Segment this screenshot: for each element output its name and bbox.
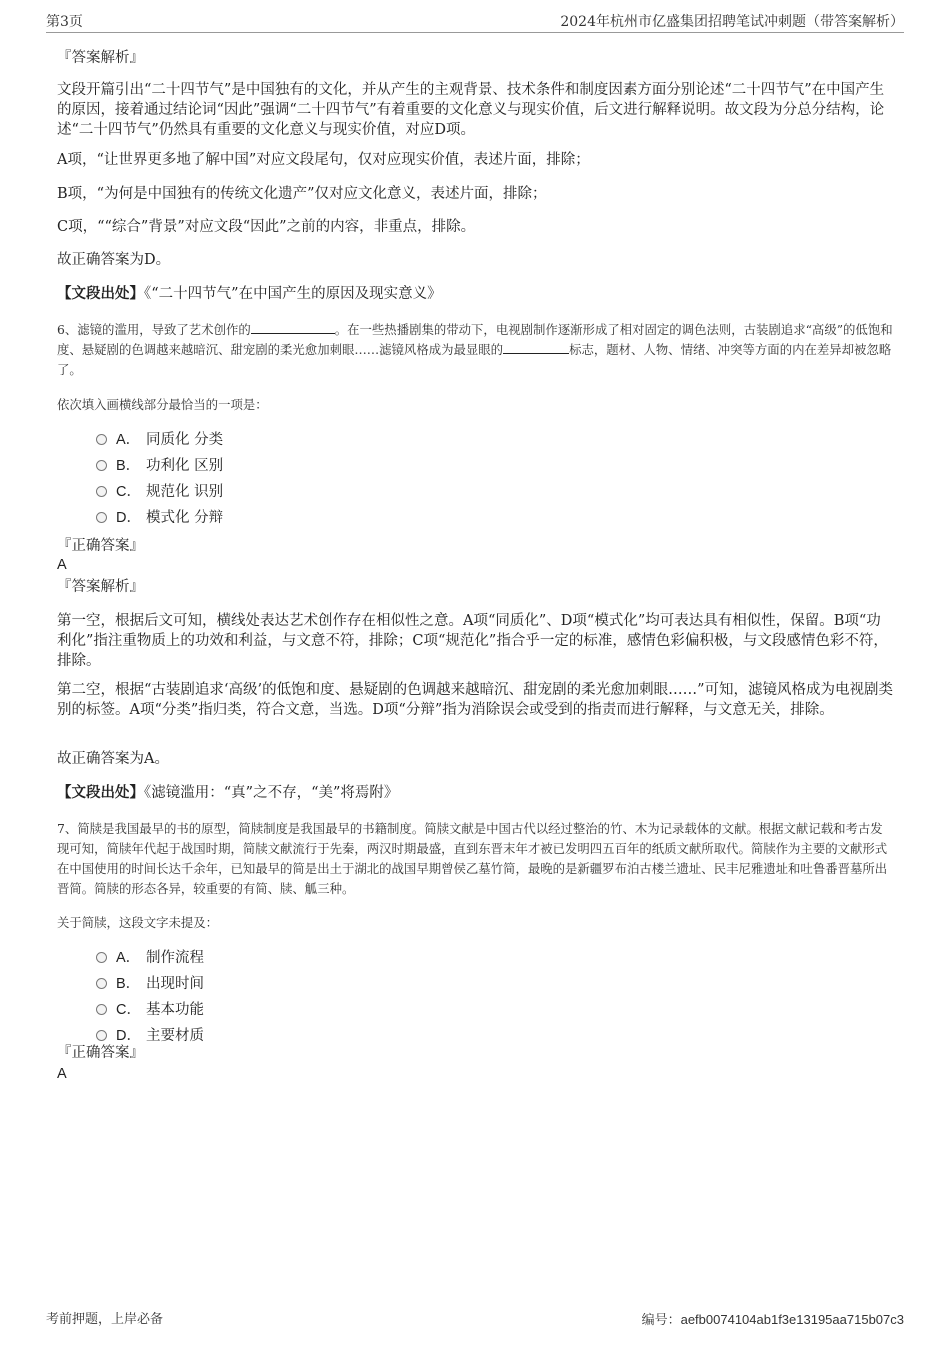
page-footer: [46, 1310, 904, 1330]
analysis-paragraph: 第一空，根据后文可知，横线处表达艺术创作存在相似性之意。A项“同质化”、D项“模式化”均可表达具有相似性，保留。B项“功利化”指注重物质上的功效和利益，与文意不符，排除；C项“规范化”指合乎一定的标准，感情色彩偏积极，与文段感情色彩不符，排除。: [57, 613, 888, 669]
answer-label: 『正确答案』: [57, 1045, 144, 1061]
page-header: [46, 12, 904, 33]
question-stem: [57, 320, 895, 380]
option-text: 规范化 识别: [146, 484, 224, 500]
analysis-option-a: A项，“让世界更多地了解中国”对应文段尾句，仅对应现实价值，表述片面，排除；: [57, 152, 590, 168]
analysis-option-c: C项，““综合”背景”对应文段“因此”之前的内容，非重点，排除。: [57, 219, 476, 235]
correct-answer: A: [57, 557, 67, 573]
q5-source-block: [57, 284, 895, 304]
analysis-option-b: B项，“为何是中国独有的传统文化遗产”仅对应文化意义，表述片面，排除；: [57, 186, 547, 202]
radio-icon[interactable]: [96, 952, 107, 963]
option-c[interactable]: [96, 999, 204, 1021]
option-letter: D．: [116, 1028, 141, 1044]
option-letter: A．: [116, 950, 141, 966]
conclusion: 故正确答案为D。: [57, 252, 171, 268]
option-text: 主要材质: [146, 1028, 204, 1044]
question-prompt: 关于简牍，这段文字未提及：: [57, 915, 219, 930]
page-number: 第3页: [46, 14, 83, 30]
q6-prompt-block: [57, 395, 895, 415]
q7-answer-label-block: [57, 1043, 895, 1063]
option-letter: A．: [116, 432, 141, 448]
q5-conclusion-block: [57, 250, 895, 270]
source-text: 《“二十四节气”在中国产生的原因及现实意义》: [144, 286, 442, 302]
fill-blank: [251, 321, 335, 334]
radio-icon[interactable]: [96, 1030, 107, 1041]
analysis-paragraph: 文段开篇引出“二十四节气”是中国独有的文化，并从产生的主观背景、技术条件和制度因素方面分别论述“二十四节气”在中国产生的原因，接着通过结论词“因此”强调“二十四节气”有着重要的文化意义与现实价值，后文进行解释说明。故文段为分总分结构，论述“二十四节气”仍然具有重要的文化意义与现实价值，对应D项。: [57, 82, 885, 138]
radio-icon[interactable]: [96, 978, 107, 989]
q5-analysis-c-block: [57, 217, 895, 237]
q6-conclusion-block: [57, 749, 895, 769]
option-text: 同质化 分类: [146, 432, 224, 448]
q6-analysis-p1-block: [57, 611, 895, 671]
option-text: 功利化 区别: [146, 458, 224, 474]
option-c[interactable]: [96, 481, 223, 503]
q7-stem-block: [57, 819, 895, 899]
q6-analysis-p2-block: [57, 680, 895, 720]
option-a[interactable]: [96, 429, 223, 451]
footer-slogan: 考前押题，上岸必备: [46, 1312, 164, 1327]
analysis-label: 『答案解析』: [57, 579, 144, 595]
source-text: 《滤镜滥用：“真”之不存，“美”将焉附》: [144, 785, 399, 801]
option-a[interactable]: [96, 947, 204, 969]
q6-answer-block: [57, 555, 895, 575]
q6-stem-block: [57, 320, 895, 380]
code-label: 编号：: [641, 1313, 681, 1328]
option-d[interactable]: [96, 507, 223, 529]
option-b[interactable]: [96, 973, 204, 995]
document-code: [642, 1310, 904, 1331]
code-value: aefb0074104ab1f3e13195aa715b07c3: [680, 1312, 904, 1327]
q6-analysis-label-block: [57, 577, 895, 597]
radio-icon[interactable]: [96, 512, 107, 523]
stem-part: 。在一些热播剧集的带动下，电视剧制作逐渐形成了相对固定的调色法则，古装剧追求“高级”的低饱和度、悬疑剧的色调越来越暗沉、甜宠剧的柔光愈加刺眼……滤镜风格成为最显眼的: [57, 322, 893, 357]
option-letter: B．: [116, 976, 141, 992]
radio-icon[interactable]: [96, 460, 107, 471]
q5-analysis-a-block: [57, 150, 895, 170]
q6-source-block: [57, 783, 895, 803]
document-title: 2024年杭州市亿盛集团招聘笔试冲刺题（带答案解析）: [560, 14, 904, 30]
q7-prompt-block: [57, 913, 895, 933]
radio-icon[interactable]: [96, 1004, 107, 1015]
q7-answer-block: [57, 1064, 895, 1084]
option-text: 出现时间: [146, 976, 204, 992]
question-stem: 7、简牍是我国最早的书的原型，简牍制度是我国最早的书籍制度。简牍文献是中国古代以经过整治的竹、木为记录载体的文献。根据文献记载和考古发现可知，简牍年代起于战国时期，简牍文献流行于先秦，两汉时期最盛，直到东晋末年才被已发明四五百年的纸质文献所取代。简牍作为主要的文献形式在中国使用的时间长达千余年，已知最早的简是出土于湖北的战国早期曾侯乙墓竹简，最晚的是新疆罗布泊古楼兰遗址、民丰尼雅遗址和吐鲁番晋墓所出晋简。简牍的形态各异，较重要的有简、牍、觚三种。: [57, 821, 888, 896]
option-b[interactable]: [96, 455, 223, 477]
option-letter: B．: [116, 458, 141, 474]
question-prompt: 依次填入画横线部分最恰当的一项是：: [57, 397, 268, 412]
option-letter: C．: [116, 484, 141, 500]
option-text: 基本功能: [146, 1002, 204, 1018]
analysis-paragraph: 第二空，根据“古装剧追求‘高级’的低饱和度、悬疑剧的色调越来越暗沉、甜宠剧的柔光愈加刺眼……”可知，滤镜风格成为电视剧类别的标签。A项“分类”指归类，符合文意，当选。D项“分辩”指为消除误会或受到的指责而进行解释，与文意无关，排除。: [57, 682, 894, 718]
correct-answer: A: [57, 1066, 67, 1082]
option-letter: D．: [116, 510, 141, 526]
option-text: 制作流程: [146, 950, 204, 966]
answer-label: 『正确答案』: [57, 538, 144, 554]
stem-part: 标志，题材、人物、情绪、冲突等方面的内在差异却被忽略了。: [57, 342, 892, 377]
radio-icon[interactable]: [96, 434, 107, 445]
source-label: 【文段出处】: [57, 784, 144, 801]
option-text: 模式化 分辩: [146, 510, 224, 526]
stem-part: 6、滤镜的滥用，导致了艺术创作的: [57, 322, 251, 337]
analysis-label: 『答案解析』: [57, 50, 144, 66]
source-label: 【文段出处】: [57, 285, 144, 302]
q5-analysis-b-block: [57, 184, 895, 204]
q5-analysis-p1-block: [57, 80, 895, 140]
q5-analysis-label-block: [57, 48, 895, 68]
fill-blank: [503, 341, 569, 354]
option-letter: C．: [116, 1002, 141, 1018]
conclusion: 故正确答案为A。: [57, 751, 169, 767]
radio-icon[interactable]: [96, 486, 107, 497]
q6-answer-label-block: [57, 536, 895, 556]
